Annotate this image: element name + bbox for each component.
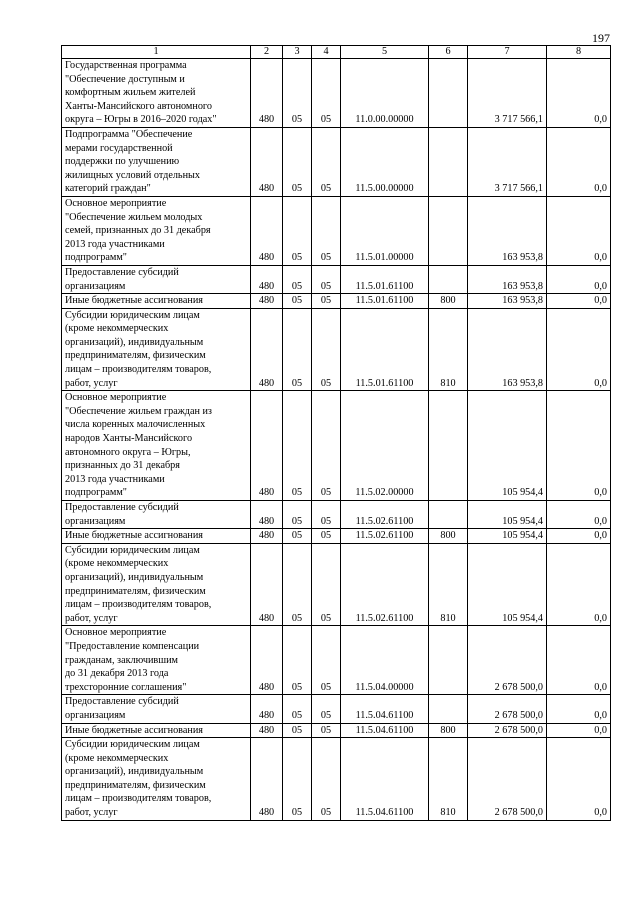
admin-code: 480 (251, 196, 283, 265)
subsection-code: 05 (312, 265, 341, 293)
amount-value: 163 953,8 (468, 308, 547, 391)
subsection-code: 05 (312, 695, 341, 723)
table-row (62, 308, 611, 391)
expense-type-code (429, 626, 468, 695)
amount-value: 105 954,4 (468, 543, 547, 626)
admin-code: 480 (251, 59, 283, 128)
amount-value: 3 717 566,1 (468, 59, 547, 128)
table-row (62, 127, 611, 196)
expense-type-code: 810 (429, 543, 468, 626)
expense-type-code (429, 127, 468, 196)
header-col-7: 7 (468, 46, 547, 59)
header-col-3: 3 (283, 46, 312, 59)
amount-value: 105 954,4 (468, 391, 547, 501)
amount-value: 105 954,4 (468, 501, 547, 529)
table-row (62, 501, 611, 529)
table-row (62, 59, 611, 128)
section-code: 05 (283, 294, 312, 309)
subsection-code: 05 (312, 391, 341, 501)
secondary-amount-value: 0,0 (547, 626, 611, 695)
table-row (62, 529, 611, 544)
subsection-code: 05 (312, 59, 341, 128)
table-row (62, 265, 611, 293)
admin-code: 480 (251, 501, 283, 529)
target-article-code: 11.5.04.61100 (341, 738, 429, 821)
amount-value: 2 678 500,0 (468, 738, 547, 821)
secondary-amount-value: 0,0 (547, 127, 611, 196)
section-code: 05 (283, 308, 312, 391)
table-body (62, 59, 611, 821)
table-row (62, 723, 611, 738)
header-col-1: 1 (62, 46, 251, 59)
header-col-2: 2 (251, 46, 283, 59)
subsection-code: 05 (312, 543, 341, 626)
target-article-code: 11.0.00.00000 (341, 59, 429, 128)
expense-type-code: 800 (429, 529, 468, 544)
admin-code: 480 (251, 391, 283, 501)
table-row (62, 391, 611, 501)
table-row (62, 543, 611, 626)
header-col-4: 4 (312, 46, 341, 59)
secondary-amount-value: 0,0 (547, 391, 611, 501)
section-code: 05 (283, 695, 312, 723)
target-article-code: 11.5.02.61100 (341, 501, 429, 529)
expense-type-code: 800 (429, 294, 468, 309)
target-article-code: 11.5.04.61100 (341, 695, 429, 723)
subsection-code: 05 (312, 723, 341, 738)
row-description: Основное мероприятие "Предоставление компенсации гражданам, заключившим до 31 декабря 2013 года трехсторонние соглашения" (62, 626, 251, 695)
secondary-amount-value: 0,0 (547, 59, 611, 128)
header-col-6: 6 (429, 46, 468, 59)
secondary-amount-value: 0,0 (547, 196, 611, 265)
expense-type-code: 810 (429, 308, 468, 391)
row-description: Иные бюджетные ассигнования (62, 294, 251, 309)
secondary-amount-value: 0,0 (547, 294, 611, 309)
expense-type-code (429, 59, 468, 128)
row-description: Предоставление субсидий организациям (62, 695, 251, 723)
subsection-code: 05 (312, 738, 341, 821)
table-row (62, 196, 611, 265)
section-code: 05 (283, 626, 312, 695)
table-header (62, 46, 611, 59)
row-description: Субсидии юридическим лицам (кроме некоммерческих организаций), индивидуальным предпринимателям, физическим лицам – производителям товаров, работ, услуг (62, 308, 251, 391)
section-code: 05 (283, 391, 312, 501)
budget-table (61, 45, 611, 821)
amount-value: 163 953,8 (468, 196, 547, 265)
subsection-code: 05 (312, 626, 341, 695)
admin-code: 480 (251, 294, 283, 309)
section-code: 05 (283, 265, 312, 293)
expense-type-code (429, 695, 468, 723)
page-number: 197 (592, 31, 610, 45)
admin-code: 480 (251, 543, 283, 626)
amount-value: 2 678 500,0 (468, 695, 547, 723)
table-row (62, 626, 611, 695)
admin-code: 480 (251, 127, 283, 196)
section-code: 05 (283, 529, 312, 544)
expense-type-code (429, 196, 468, 265)
row-description: Подпрограмма "Обеспечение мерами государственной поддержки по улучшению жилищных условий отдельных категорий граждан" (62, 127, 251, 196)
admin-code: 480 (251, 308, 283, 391)
expense-type-code (429, 501, 468, 529)
row-description: Основное мероприятие "Обеспечение жильем молодых семей, признанных до 31 декабря 2013 года участниками подпрограмм" (62, 196, 251, 265)
header-col-8: 8 (547, 46, 611, 59)
expense-type-code: 810 (429, 738, 468, 821)
row-description: Основное мероприятие "Обеспечение жильем граждан из числа коренных малочисленных народов Ханты-Мансийского автономного округа – Югры, признанных до 31 декабря 2013 года участниками подпрограмм" (62, 391, 251, 501)
secondary-amount-value: 0,0 (547, 265, 611, 293)
amount-value: 2 678 500,0 (468, 723, 547, 738)
row-description: Предоставление субсидий организациям (62, 501, 251, 529)
secondary-amount-value: 0,0 (547, 543, 611, 626)
section-code: 05 (283, 59, 312, 128)
section-code: 05 (283, 196, 312, 265)
target-article-code: 11.5.01.00000 (341, 196, 429, 265)
admin-code: 480 (251, 695, 283, 723)
target-article-code: 11.5.01.61100 (341, 294, 429, 309)
subsection-code: 05 (312, 196, 341, 265)
secondary-amount-value: 0,0 (547, 695, 611, 723)
secondary-amount-value: 0,0 (547, 529, 611, 544)
target-article-code: 11.5.00.00000 (341, 127, 429, 196)
subsection-code: 05 (312, 294, 341, 309)
section-code: 05 (283, 501, 312, 529)
subsection-code: 05 (312, 529, 341, 544)
row-description: Субсидии юридическим лицам (кроме некоммерческих организаций), индивидуальным предпринимателям, физическим лицам – производителям товаров, работ, услуг (62, 738, 251, 821)
secondary-amount-value: 0,0 (547, 723, 611, 738)
target-article-code: 11.5.02.61100 (341, 529, 429, 544)
table-row (62, 294, 611, 309)
row-description: Государственная программа "Обеспечение доступным и комфортным жильем жителей Ханты-Мансийского автономного округа – Югры в 2016–2020 годах" (62, 59, 251, 128)
row-description: Предоставление субсидий организациям (62, 265, 251, 293)
row-description: Субсидии юридическим лицам (кроме некоммерческих организаций), индивидуальным предпринимателям, физическим лицам – производителям товаров, работ, услуг (62, 543, 251, 626)
secondary-amount-value: 0,0 (547, 501, 611, 529)
row-description: Иные бюджетные ассигнования (62, 723, 251, 738)
section-code: 05 (283, 543, 312, 626)
subsection-code: 05 (312, 127, 341, 196)
header-row (62, 46, 611, 59)
expense-type-code (429, 265, 468, 293)
subsection-code: 05 (312, 501, 341, 529)
row-description: Иные бюджетные ассигнования (62, 529, 251, 544)
target-article-code: 11.5.02.61100 (341, 543, 429, 626)
admin-code: 480 (251, 265, 283, 293)
target-article-code: 11.5.04.61100 (341, 723, 429, 738)
admin-code: 480 (251, 626, 283, 695)
secondary-amount-value: 0,0 (547, 738, 611, 821)
section-code: 05 (283, 723, 312, 738)
amount-value: 3 717 566,1 (468, 127, 547, 196)
target-article-code: 11.5.02.00000 (341, 391, 429, 501)
header-col-5: 5 (341, 46, 429, 59)
admin-code: 480 (251, 723, 283, 738)
admin-code: 480 (251, 529, 283, 544)
expense-type-code (429, 391, 468, 501)
amount-value: 105 954,4 (468, 529, 547, 544)
amount-value: 163 953,8 (468, 294, 547, 309)
section-code: 05 (283, 738, 312, 821)
secondary-amount-value: 0,0 (547, 308, 611, 391)
target-article-code: 11.5.01.61100 (341, 265, 429, 293)
amount-value: 2 678 500,0 (468, 626, 547, 695)
table-row (62, 695, 611, 723)
section-code: 05 (283, 127, 312, 196)
table-row (62, 738, 611, 821)
admin-code: 480 (251, 738, 283, 821)
target-article-code: 11.5.01.61100 (341, 308, 429, 391)
target-article-code: 11.5.04.00000 (341, 626, 429, 695)
subsection-code: 05 (312, 308, 341, 391)
expense-type-code: 800 (429, 723, 468, 738)
amount-value: 163 953,8 (468, 265, 547, 293)
